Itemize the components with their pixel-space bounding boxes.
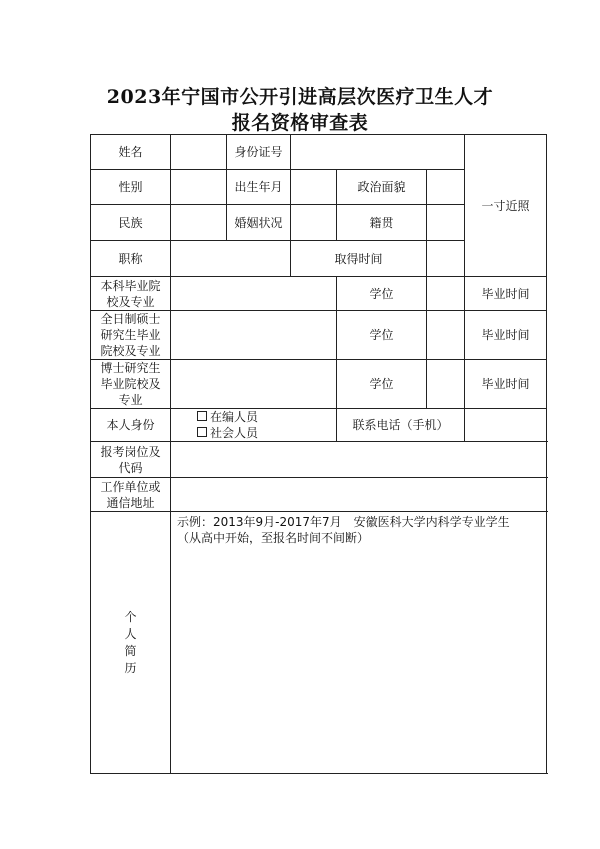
resume-field[interactable]	[171, 512, 547, 774]
bachelor-label: 本科毕业院校及专业	[91, 277, 171, 311]
resume-example: 示例：2013年9月-2017年7月 安徽医科大学内科学专业学生	[177, 515, 510, 529]
id-number-field[interactable]	[291, 135, 465, 170]
political-label: 政治面貌	[337, 170, 427, 205]
doctor-gradtime-label: 毕业时间	[465, 360, 547, 409]
name-field[interactable]	[171, 135, 227, 170]
bachelor-degree-field[interactable]	[427, 277, 465, 311]
bachelor-gradtime-label: 毕业时间	[465, 277, 547, 311]
master-label: 全日制硕士研究生毕业院校及专业	[91, 311, 171, 360]
workplace-field[interactable]	[171, 478, 547, 512]
master-school-field[interactable]	[171, 311, 337, 360]
master-degree-label: 学位	[337, 311, 427, 360]
master-degree-field[interactable]	[427, 311, 465, 360]
native-place-field[interactable]	[427, 205, 465, 241]
phone-field[interactable]	[465, 409, 547, 442]
obtain-time-label: 取得时间	[291, 241, 427, 277]
ethnicity-label: 民族	[91, 205, 171, 241]
identity-options	[171, 409, 337, 442]
identity-option-staff[interactable]: 在编人员	[173, 409, 334, 425]
identity-option-public[interactable]: 社会人员	[173, 425, 334, 441]
gender-label: 性别	[91, 170, 171, 205]
workplace-label: 工作单位或通信地址	[91, 478, 171, 512]
phone-label: 联系电话（手机）	[337, 409, 465, 442]
marital-label: 婚姻状况	[227, 205, 291, 241]
title-rank-field[interactable]	[171, 241, 291, 277]
ethnicity-field[interactable]	[171, 205, 227, 241]
master-gradtime-label: 毕业时间	[465, 311, 547, 360]
identity-label: 本人身份	[91, 409, 171, 442]
resume-label: 个人简历	[124, 609, 137, 675]
doctor-degree-field[interactable]	[427, 360, 465, 409]
position-field[interactable]	[171, 442, 547, 478]
checkbox-icon[interactable]	[197, 411, 207, 421]
bachelor-school-field[interactable]	[171, 277, 337, 311]
position-label: 报考岗位及代码	[91, 442, 171, 478]
name-label: 姓名	[91, 135, 171, 170]
marital-field[interactable]	[291, 205, 337, 241]
doctor-degree-label: 学位	[337, 360, 427, 409]
checkbox-icon[interactable]	[197, 427, 207, 437]
photo-cell[interactable]	[465, 135, 547, 277]
form-title-line2: 报名资格审查表	[231, 112, 369, 134]
registration-form-table	[90, 134, 547, 774]
bachelor-degree-label: 学位	[337, 277, 427, 311]
form-title-line1: 2023年宁国市公开引进高层次医疗卫生人才	[106, 86, 494, 108]
native-place-label: 籍贯	[337, 205, 427, 241]
birth-label: 出生年月	[227, 170, 291, 205]
id-number-label: 身份证号	[227, 135, 291, 170]
doctor-school-field[interactable]	[171, 360, 337, 409]
title-rank-label: 职称	[91, 241, 171, 277]
photo-label: 一寸近照	[481, 198, 530, 213]
gender-field[interactable]	[171, 170, 227, 205]
birth-field[interactable]	[291, 170, 337, 205]
doctor-label: 博士研究生毕业院校及专业	[91, 360, 171, 409]
obtain-time-field[interactable]	[427, 241, 465, 277]
resume-note: （从高中开始，至报名时间不间断）	[177, 531, 370, 545]
resume-label-cell	[91, 512, 171, 774]
political-field[interactable]	[427, 170, 465, 205]
